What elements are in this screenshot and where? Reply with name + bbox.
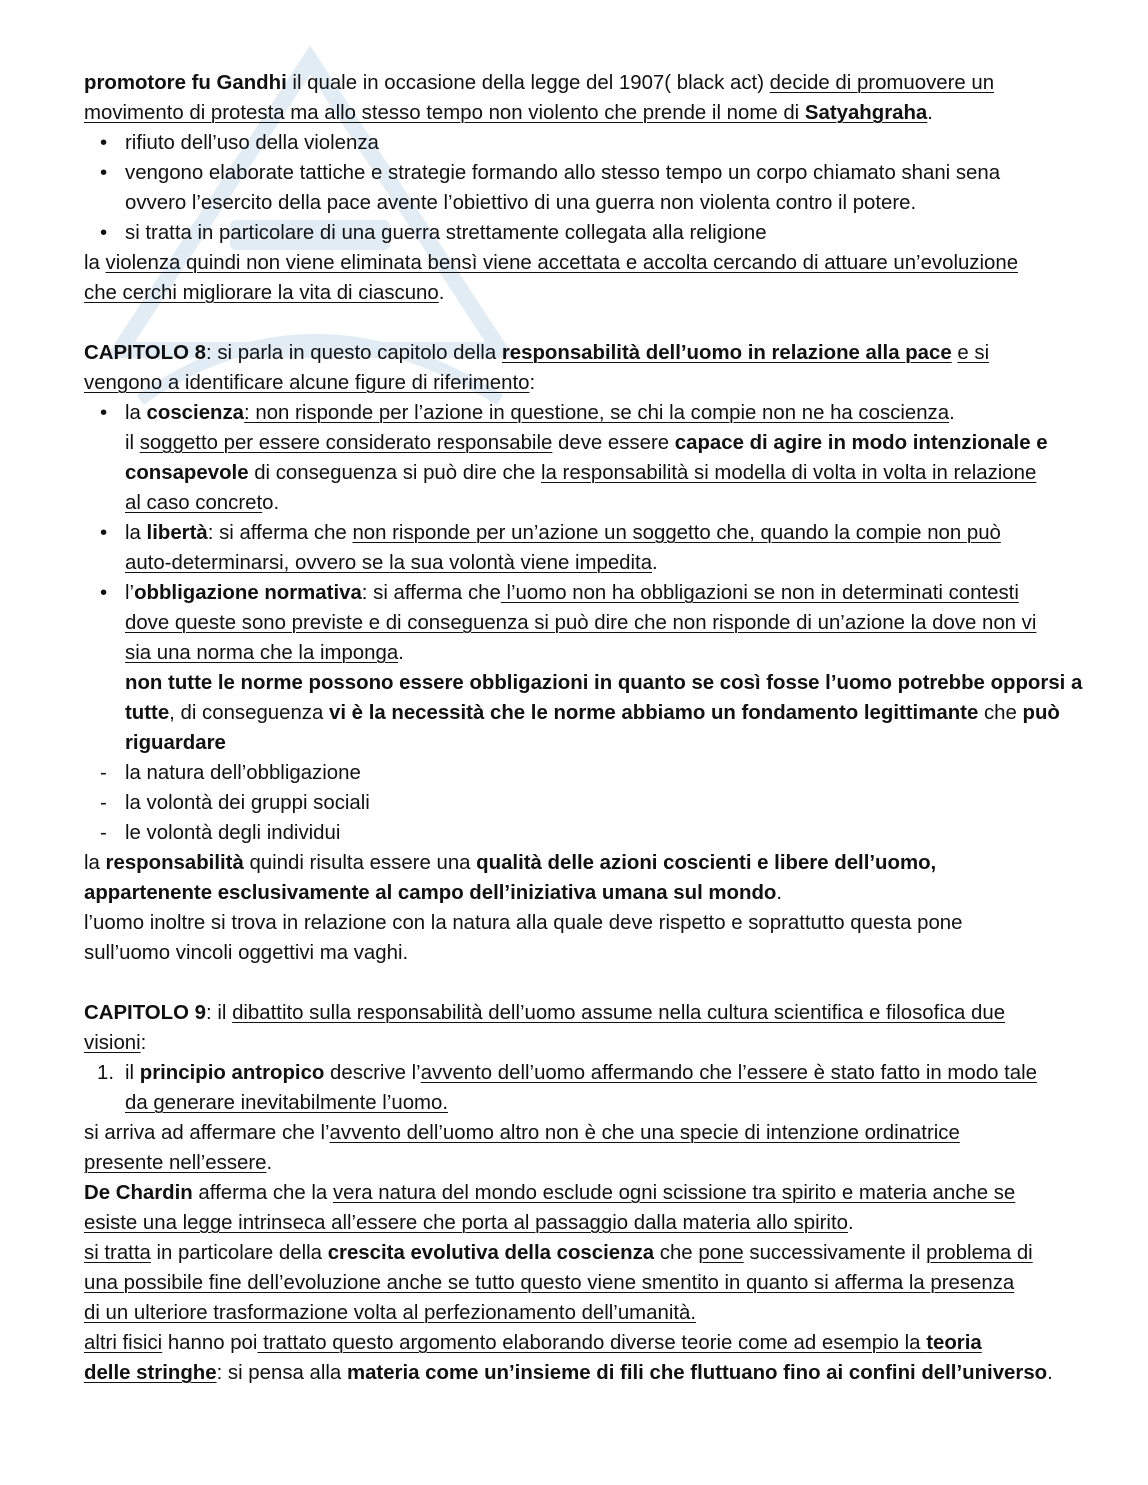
bullet-continuation: riguardare (125, 732, 226, 754)
document-body (84, 68, 1136, 1388)
text-line: altri fisici hanno poi trattato questo argomento elaborando diverse teorie come ad esempio la teoria (84, 1332, 982, 1354)
text-line: si arriva ad affermare che l’avvento dell’uomo altro non è che una specie di intenzione ordinatrice (84, 1122, 960, 1144)
bullet-continuation: auto-determinarsi, ovvero se la sua volontà viene impedita. (125, 552, 658, 574)
bullet-item: • vengono elaborate tattiche e strategie formando allo stesso tempo un corpo chiamato shani sena (84, 158, 1136, 188)
bullet-item: • rifiuto dell’uso della violenza (84, 128, 1136, 158)
text-line: appartenente esclusivamente al campo dell’iniziativa umana sul mondo. (84, 882, 783, 904)
bullet-item: • la coscienza: non risponde per l’azione in questione, se chi la compie non ne ha coscienza. (84, 398, 1136, 428)
dash-item: - la natura dell’obbligazione (84, 758, 1136, 788)
dash-icon: - (100, 822, 107, 844)
bullet-icon: • (100, 522, 108, 544)
text-line: una possibile fine dell’evoluzione anche se tutto questo viene smentito in quanto si afferma la presenza (84, 1272, 1015, 1294)
bullet-continuation: non tutte le norme possono essere obbligazioni in quanto se così fosse l’uomo potrebbe opporsi a (125, 672, 1083, 694)
bullet-icon: • (100, 402, 108, 424)
dash-item: - le volontà degli individui (84, 818, 1136, 848)
text-line: esiste una legge intrinseca all’essere che porta al passaggio dalla materia allo spirito. (84, 1212, 854, 1234)
chapter-9-heading: CAPITOLO 9: il dibattito sulla responsabilità dell’uomo assume nella cultura scientifica e filosofica due (84, 1002, 1006, 1024)
bullet-continuation: dove queste sono previste e di conseguenza si può dire che non risponde di un’azione la dove non vi (125, 612, 1037, 634)
text-line: l’uomo inoltre si trova in relazione con la natura alla quale deve rispetto e soprattutto questa pone (84, 912, 963, 934)
bullet-continuation: il soggetto per essere considerato responsabile deve essere capace di agire in modo intenzionale e (125, 432, 1048, 454)
text-line: delle stringhe: si pensa alla materia come un’insieme di fili che fluttuano fino ai confini dell’universo. (84, 1362, 1053, 1384)
text-line: presente nell’essere. (84, 1152, 273, 1174)
text-line: promotore fu Gandhi il quale in occasione della legge del 1907( black act) decide di promuovere un (84, 72, 995, 94)
dash-icon: - (100, 762, 107, 784)
text-line: la violenza quindi non viene eliminata bensì viene accettata e accolta cercando di attuare un’evoluzione (84, 252, 1019, 274)
bullet-icon: • (100, 582, 108, 604)
numbered-item: 1. il principio antropico descrive l’avvento dell’uomo affermando che l’essere è stato fatto in modo tale (97, 1062, 1037, 1084)
text-line: che cerchi migliorare la vita di ciascuno. (84, 282, 445, 304)
text-line: si tratta in particolare della crescita evolutiva della coscienza che pone successivamente il problema di (84, 1242, 1033, 1264)
numbered-continuation: da generare inevitabilmente l’uomo. (125, 1092, 449, 1114)
bullet-continuation: tutte, di conseguenza vi è la necessità che le norme abbiamo un fondamento legittimante che può (125, 702, 1060, 724)
text-line: movimento di protesta ma allo stesso tempo non violento che prende il nome di Satyahgraha. (84, 102, 933, 124)
bullet-icon: • (100, 162, 108, 184)
bullet-item: • l’obbligazione normativa: si afferma che l’uomo non ha obbligazioni se non in determinati contesti (84, 578, 1136, 608)
text-line: la responsabilità quindi risulta essere una qualità delle azioni coscienti e libere dell’uomo, (84, 852, 937, 874)
bullet-continuation: consapevole di conseguenza si può dire che la responsabilità si modella di volta in volta in relazione (125, 462, 1037, 484)
bullet-icon: • (100, 132, 108, 154)
text-line: De Chardin afferma che la vera natura del mondo esclude ogni scissione tra spirito e materia anche se (84, 1182, 1016, 1204)
dash-icon: - (100, 792, 107, 814)
bullet-continuation: sia una norma che la imponga. (125, 642, 404, 664)
text-line: visioni: (84, 1032, 147, 1054)
bullet-item: • si tratta in particolare di una guerra strettamente collegata alla religione (84, 218, 1136, 248)
bullet-continuation: ovvero l’esercito della pace avente l’obiettivo di una guerra non violenta contro il potere. (125, 192, 917, 214)
text-line: sull’uomo vincoli oggettivi ma vaghi. (84, 942, 409, 964)
dash-item: - la volontà dei gruppi sociali (84, 788, 1136, 818)
bullet-continuation: al caso concreto. (125, 492, 280, 514)
bullet-item: • la libertà: si afferma che non risponde per un’azione un soggetto che, quando la compie non può (84, 518, 1136, 548)
text-line: vengono a identificare alcune figure di riferimento: (84, 372, 536, 394)
text-line: di un ulteriore trasformazione volta al perfezionamento dell’umanità. (84, 1302, 697, 1324)
chapter-8-heading: CAPITOLO 8: si parla in questo capitolo della responsabilità dell’uomo in relazione alla pace e si (84, 342, 990, 364)
bullet-icon: • (100, 222, 108, 244)
